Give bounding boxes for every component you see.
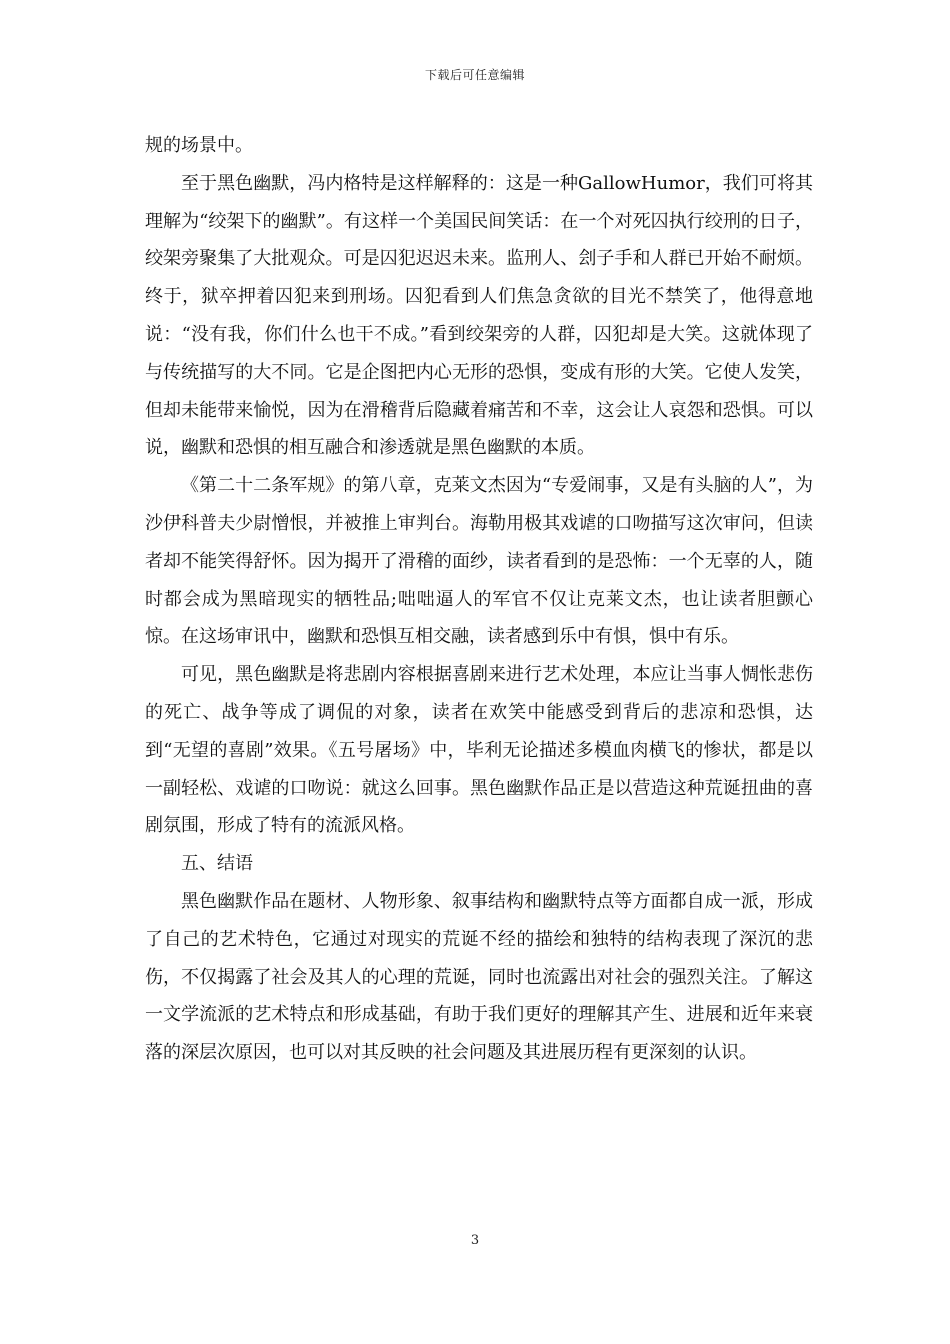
document-body bbox=[145, 127, 813, 1072]
paragraph-gallow-humor: 至于黑色幽默，冯内格特是这样解释的：这是一种GallowHumor，我们可将其理解为“绞架下的幽默”。有这样一个美国民间笑话：在一个对死囚执行绞刑的日子，绞架旁聚集了大批观众。可是囚犯迟迟未来。监刑人、刽子手和人群已开始不耐烦。终于，狱卒押着囚犯来到刑场。囚犯看到人们焦急贪欲的目光不禁笑了，他得意地说：“没有我，你们什么也干不成。”看到绞架旁的人群，囚犯却是大笑。这就体现了与传统描写的大不同。它是企图把内心无形的恐惧，变成有形的大笑。它使人发笑，但却未能带来愉悦，因为在滑稽背后隐藏着痛苦和不幸，这会让人哀怨和恐惧。可以说，幽默和恐惧的相互融合和渗透就是黑色幽默的本质。 bbox=[145, 172, 813, 459]
paragraph-catch-22: 《第二十二条军规》的第八章，克莱文杰因为“专爱闹事，又是有头脑的人”，为沙伊科普夫少尉憎恨，并被推上审判台。海勒用极其戏谑的口吻描写这次审问，但读者却不能笑得舒怀。因为揭开了滑稽的面纱，读者看到的是恐怖：一个无辜的人，随时都会成为黑暗现实的牺牲品;咄咄逼人的军官不仅让克莱文杰，也让读者胆颤心惊。在这场审讯中，幽默和恐惧互相交融，读者感到乐中有惧，惧中有乐。 bbox=[145, 475, 813, 648]
section-heading-conclusion: 五、结语 bbox=[181, 853, 253, 875]
paragraph-tragic-comedy: 可见，黑色幽默是将悲剧内容根据喜剧来进行艺术处理，本应让当事人惆怅悲伤的死亡、战争等成了调侃的对象，读者在欢笑中能感受到背后的悲凉和恐惧，达到“无望的喜剧”效果。《五号屠场》中，毕利无论描述多模血肉横飞的惨状，都是以一副轻松、戏谑的口吻说：就这么回事。黑色幽默作品正是以营造这种荒诞扭曲的喜剧氛围，形成了特有的流派风格。 bbox=[145, 664, 813, 837]
paragraph-continuation: 规的场景中。 bbox=[145, 135, 253, 156]
paragraph-conclusion: 黑色幽默作品在题材、人物形象、叙事结构和幽默特点等方面都自成一派，形成了自己的艺术特色，它通过对现实的荒诞不经的描绘和独特的结构表现了深沉的悲伤，不仅揭露了社会及其人的心理的荒诞，同时也流露出对社会的强烈关注。了解这一文学流派的艺术特点和形成基础，有助于我们更好的理解其产生、进展和近年来衰落的深层次原因，也可以对其反映的社会问题及其进展历程有更深刻的认识。 bbox=[145, 890, 813, 1064]
page-number: 3 bbox=[470, 1233, 480, 1248]
page-header: 下载后可任意编辑 bbox=[424, 68, 525, 82]
